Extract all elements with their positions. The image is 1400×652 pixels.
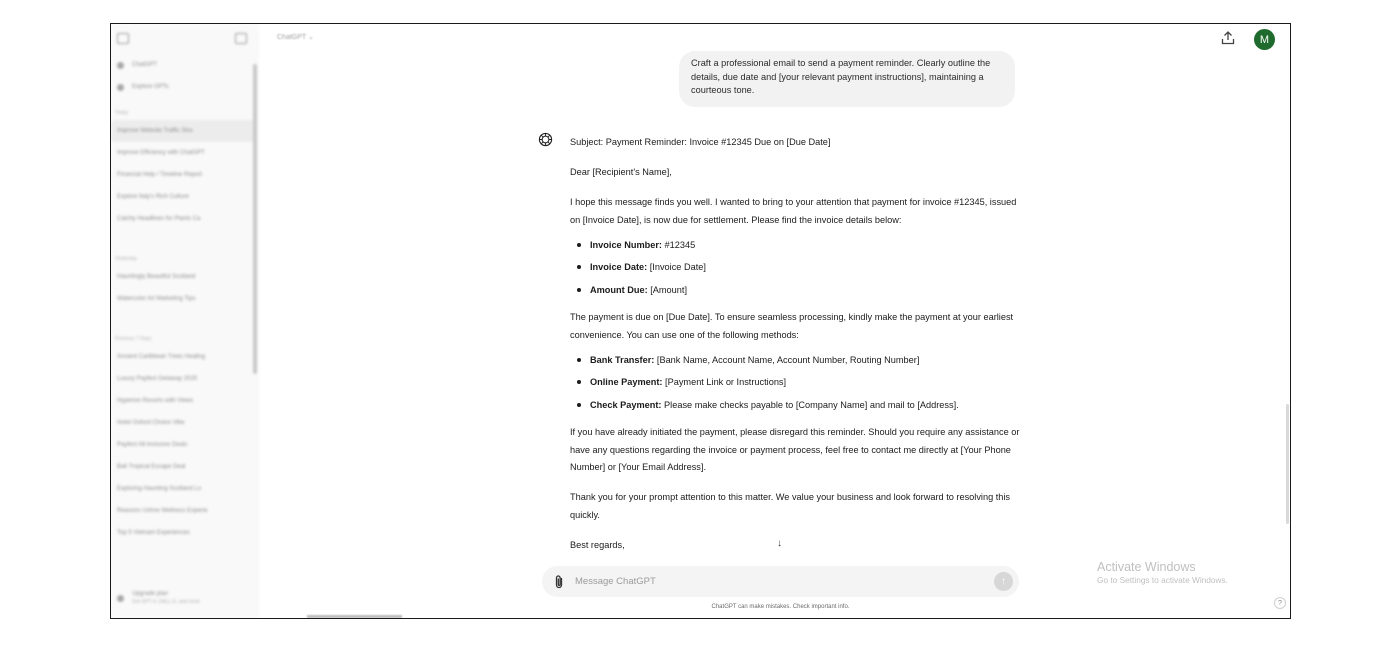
share-icon[interactable] bbox=[1221, 30, 1235, 46]
sidebar-header bbox=[111, 24, 259, 54]
list-item-label: Bank Transfer: bbox=[590, 354, 655, 365]
sidebar-section-heading: Yesterday bbox=[115, 256, 138, 262]
paperclip-icon[interactable] bbox=[552, 574, 566, 590]
list-item bbox=[570, 353, 1020, 367]
user-message-text: Craft a professional email to send a payment reminder. Clearly outline the details, due date and [your relevant payment instructions], maintaining a courteous tone. bbox=[691, 58, 991, 95]
arrow-up-icon: ↑ bbox=[1001, 576, 1006, 587]
list-item-label: Invoice Date: bbox=[590, 262, 648, 272]
list-item-value: [Payment Link or Instructions] bbox=[662, 377, 787, 387]
list-item-label: Amount Due: bbox=[590, 284, 648, 295]
watermark-title: Activate Windows bbox=[1097, 560, 1196, 574]
grid-icon bbox=[117, 84, 124, 91]
chatgpt-logo-icon bbox=[117, 62, 124, 69]
sparkle-icon bbox=[117, 595, 124, 602]
invoice-details-list bbox=[570, 238, 1020, 297]
arrow-down-icon: ↓ bbox=[777, 538, 782, 549]
payment-methods-list bbox=[570, 353, 1020, 412]
list-item-label: Online Payment: bbox=[590, 377, 663, 387]
sidebar-chat-item[interactable]: Ancient Caribbean Trees Healing bbox=[117, 354, 206, 360]
model-label: ChatGPT bbox=[277, 34, 307, 41]
upgrade-subtitle: Get GPT-4, DALL·E, and more bbox=[132, 599, 201, 605]
model-selector[interactable] bbox=[277, 33, 314, 41]
sidebar-chat-item[interactable]: Hyperion Resorts with Views bbox=[117, 398, 194, 404]
sidebar-chat-item[interactable]: Bali Tropical Escape Deal bbox=[117, 464, 186, 470]
sidebar-section-heading: Today bbox=[115, 110, 129, 116]
send-button[interactable] bbox=[994, 572, 1013, 591]
email-subject: Subject: Payment Reminder: Invoice #12345 Due on [Due Date] bbox=[570, 137, 831, 147]
upgrade-title: Upgrade plan bbox=[132, 591, 169, 597]
list-item bbox=[570, 283, 1020, 297]
scroll-down-button[interactable] bbox=[771, 535, 788, 552]
list-item-value: Please make checks payable to [Company Name] and mail to [Address]. bbox=[661, 399, 959, 410]
sidebar-item-label: ChatGPT bbox=[132, 62, 158, 68]
message-composer bbox=[542, 566, 1019, 597]
user-message-bubble bbox=[679, 51, 1015, 107]
sidebar-item-label: Explore GPTs bbox=[132, 84, 169, 90]
list-item-value: #12345 bbox=[661, 239, 696, 250]
sidebar bbox=[111, 24, 259, 618]
email-followup: If you have already initiated the payment, please disregard this reminder. Should you require any assistance or have any questions regarding the invoice or payment process, feel free to contact me directly at [Your Phone Number] or [Your Email Address]. bbox=[570, 427, 1020, 472]
main-scrollbar[interactable] bbox=[1286, 404, 1289, 524]
app-window bbox=[110, 23, 1291, 619]
message-input[interactable] bbox=[575, 576, 994, 587]
email-due-paragraph: The payment is due on [Due Date]. To ensure seamless processing, kindly make the payment at your earliest convenience. You can use one of the following methods: bbox=[570, 312, 1014, 340]
list-item bbox=[570, 260, 1020, 274]
sidebar-chat-item[interactable]: Reasons Ushne Wellness Experie bbox=[117, 508, 208, 514]
sidebar-chat-item[interactable]: Top 5 Vietnam Experiences bbox=[117, 530, 190, 536]
disclaimer-text: ChatGPT can make mistakes. Check important info. bbox=[711, 604, 850, 610]
email-closing: Best regards, bbox=[570, 539, 625, 550]
chevron-down-icon: ⌄ bbox=[308, 34, 314, 41]
sidebar-chat-item[interactable]: Catchy Headlines for Plants Ca bbox=[117, 216, 201, 222]
sidebar-chat-item[interactable]: Improve Website Traffic Stra bbox=[111, 120, 255, 142]
avatar[interactable]: M bbox=[1254, 29, 1275, 50]
list-item bbox=[570, 238, 1020, 252]
upgrade-plan-button[interactable] bbox=[111, 584, 259, 612]
list-item-value: [Invoice Date] bbox=[647, 262, 706, 272]
sidebar-chat-item[interactable]: Luxury Payfect Getaway 2025 bbox=[117, 376, 198, 382]
sidebar-item-explore-gpts[interactable] bbox=[111, 76, 259, 98]
toggle-sidebar-icon[interactable] bbox=[117, 33, 129, 44]
sidebar-item-chatgpt[interactable] bbox=[111, 54, 259, 76]
email-thanks: Thank you for your prompt attention to this matter. We value your business and look forward to resolving this quickly. bbox=[570, 492, 1011, 520]
sidebar-chat-item[interactable]: Watercolor Art Marketing Tips bbox=[117, 296, 196, 302]
sidebar-chat-item[interactable]: Hauntingly Beautiful Scotland bbox=[117, 274, 196, 280]
sidebar-section-heading: Previous 7 Days bbox=[115, 336, 152, 342]
upgrade-text bbox=[132, 591, 200, 605]
sidebar-chat-item[interactable]: Hotel Oxford Choice Vibe bbox=[117, 420, 185, 426]
sidebar-chat-item[interactable]: Exploring Haunting Scotland Lo bbox=[117, 486, 202, 492]
email-greeting: Dear [Recipient's Name], bbox=[570, 167, 672, 177]
sidebar-chat-item[interactable]: Payfect All-Inclusive Deals bbox=[117, 442, 188, 448]
assistant-message bbox=[570, 134, 1020, 554]
sidebar-chat-item[interactable]: Financial Help / Timeline Report bbox=[117, 172, 203, 178]
help-button[interactable]: ? bbox=[1274, 597, 1286, 609]
sidebar-chat-item[interactable]: Improve Efficiency with ChatGPT bbox=[117, 150, 205, 156]
taskbar-strip bbox=[307, 615, 402, 618]
list-item-label: Check Payment: bbox=[590, 399, 662, 410]
new-chat-icon[interactable] bbox=[235, 33, 247, 44]
sidebar-chat-item[interactable]: Explore Italy's Rich Culture bbox=[117, 194, 189, 200]
list-item bbox=[570, 398, 1020, 412]
list-item-value: [Bank Name, Account Name, Account Number, Routing Number] bbox=[654, 354, 920, 365]
sidebar-scrollbar[interactable] bbox=[253, 64, 257, 374]
email-intro: I hope this message finds you well. I wanted to bring to your attention that payment for invoice #12345, issued on [Invoice Date], is now due for settlement. Please find the invoice details below: bbox=[570, 197, 1017, 225]
chatgpt-logo-icon bbox=[538, 132, 553, 147]
watermark-subtitle: Go to Settings to activate Windows. bbox=[1097, 575, 1228, 585]
list-item bbox=[570, 375, 1020, 389]
list-item-label: Invoice Number: bbox=[590, 239, 662, 250]
list-item-value: [Amount] bbox=[647, 284, 687, 295]
